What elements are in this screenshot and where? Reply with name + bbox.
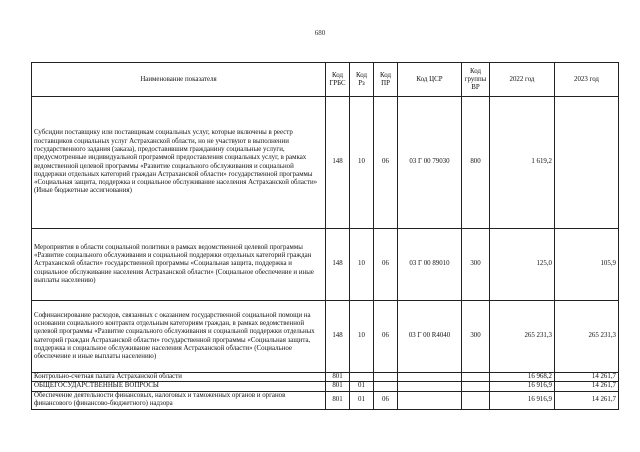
row-vr: 300 xyxy=(462,301,490,373)
row-pr xyxy=(374,382,398,391)
row-name: Мероприятия в области социальной политики в рамках ведомственной целевой программы «Развитие социального обслуживания и социальной поддержки отдельных категорий граждан Астраханской области» государственной программы «Социальная защита, поддержка и социальное обслуживание населения Астраханской области» (Социальное обеспечение и иные выплаты населению) xyxy=(32,229,326,301)
row-rz: 10 xyxy=(350,229,374,301)
row-csr: 03 Г 00 89010 xyxy=(398,229,462,301)
row-vr xyxy=(462,391,490,409)
row-rz: 01 xyxy=(350,391,374,409)
row-rz: 01 xyxy=(350,382,374,391)
row-2022: 1 619,2 xyxy=(490,97,555,229)
table-row xyxy=(32,373,619,382)
row-rz xyxy=(350,373,374,382)
row-rz: 10 xyxy=(350,301,374,373)
row-csr xyxy=(398,382,462,391)
row-vr xyxy=(462,373,490,382)
row-name: Субсидии поставщику или поставщикам социальных услуг, которые включены в реестр поставщиков социальных услуг Астраханской области, но не участвуют в выполнении государственного задания (заказа), предоставившим гражданину социальные услуги, предусмотренные индивидуальной программой предоставления социальных услуг, в рамках ведомственной целевой программы «Развитие социального обслуживания и социальной поддержки отдельных категорий граждан Астраханской области» государственной программы «Социальная защита, поддержка и социальное обслуживание населения Астраханской области» (Иные бюджетные ассигнования) xyxy=(32,97,326,229)
row-2022: 265 231,3 xyxy=(490,301,555,373)
table-row xyxy=(32,229,619,301)
row-rz: 10 xyxy=(350,97,374,229)
row-grbs: 148 xyxy=(326,229,350,301)
row-2022: 125,0 xyxy=(490,229,555,301)
row-2023: 265 231,3 xyxy=(555,301,619,373)
header-csr: Код ЦСР xyxy=(398,63,462,97)
table-row xyxy=(32,301,619,373)
row-csr: 03 Г 00 79030 xyxy=(398,97,462,229)
row-2023: 105,9 xyxy=(555,229,619,301)
row-vr: 800 xyxy=(462,97,490,229)
header-name: Наименование показателя xyxy=(32,63,326,97)
row-name: ОБЩЕГОСУДАРСТВЕННЫЕ ВОПРОСЫ xyxy=(32,382,326,391)
row-name: Обеспечение деятельности финансовых, налоговых и таможенных органов и органов финансового (финансово-бюджетного) надзора xyxy=(32,391,326,409)
row-pr: 06 xyxy=(374,97,398,229)
row-pr: 06 xyxy=(374,229,398,301)
row-2023: 14 261,7 xyxy=(555,382,619,391)
header-pr: Код ПР xyxy=(374,63,398,97)
row-csr xyxy=(398,373,462,382)
row-grbs: 801 xyxy=(326,391,350,409)
header-2023: 2023 год xyxy=(555,63,619,97)
header-vr: Код группы ВР xyxy=(462,63,490,97)
row-name: Софинансирование расходов, связанных с оказанием государственной социальной помощи на основании социального контракта отдельным категориям граждан, в рамках ведомственной целевой программы «Развитие социального обслуживания и социальной поддержки отдельных категорий граждан Астраханской области» государственной программы «Социальная защита, поддержка и социальное обслуживание населения Астраханской области» (Социальное обеспечение и иные выплаты населению) xyxy=(32,301,326,373)
table-row xyxy=(32,391,619,409)
row-name: Контрольно-счетная палата Астраханской области xyxy=(32,373,326,382)
row-vr: 300 xyxy=(462,229,490,301)
row-grbs: 801 xyxy=(326,382,350,391)
page-number: 680 xyxy=(314,29,326,37)
row-2023 xyxy=(555,97,619,229)
row-vr xyxy=(462,382,490,391)
header-grbs: Код ГРБС xyxy=(326,63,350,97)
row-grbs: 148 xyxy=(326,301,350,373)
row-2023: 14 261,7 xyxy=(555,373,619,382)
header-rz: Код Рз xyxy=(350,63,374,97)
table-row xyxy=(32,97,619,229)
budget-table xyxy=(31,62,619,410)
table-row xyxy=(32,382,619,391)
row-grbs: 801 xyxy=(326,373,350,382)
row-csr xyxy=(398,391,462,409)
header-2022: 2022 год xyxy=(490,63,555,97)
row-2022: 16 916,9 xyxy=(490,391,555,409)
row-2022: 16 968,2 xyxy=(490,373,555,382)
row-2022: 16 916,9 xyxy=(490,382,555,391)
row-pr xyxy=(374,373,398,382)
row-csr: 03 Г 00 R4040 xyxy=(398,301,462,373)
row-2023: 14 261,7 xyxy=(555,391,619,409)
row-grbs: 148 xyxy=(326,97,350,229)
table-header-row xyxy=(32,63,619,97)
row-pr: 06 xyxy=(374,391,398,409)
row-pr: 06 xyxy=(374,301,398,373)
